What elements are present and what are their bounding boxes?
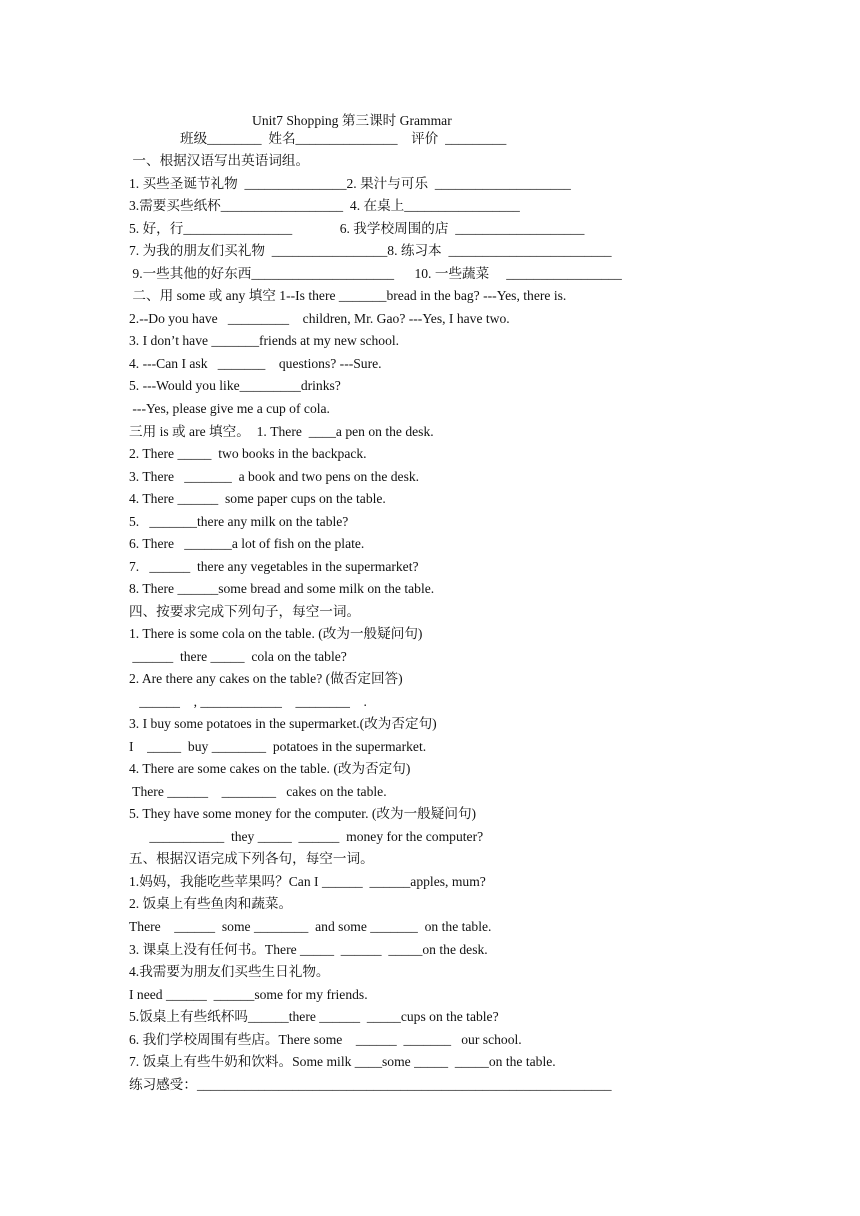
exercise-line: 1. There is some cola on the table. (改为一般疑问句) (129, 626, 423, 641)
exercise-line: 2. There _____ two books in the backpack. (129, 446, 367, 461)
worksheet-title: Unit7 Shopping 第三课时 Grammar (252, 113, 452, 128)
exercise-line: 2. 饭桌上有些鱼肉和蔬菜。 (129, 896, 293, 911)
exercise-line: 3. I buy some potatoes in the supermarket.(改为否定句) (129, 716, 437, 731)
exercise-line: There ______ some ________ and some _______ on the table. (129, 919, 492, 934)
exercise-line: ______ there _____ cola on the table? (129, 649, 347, 664)
section-2-heading: 二、用 some 或 any 填空 1--Is there _______bread in the bag? ---Yes, there is. (129, 288, 567, 303)
exercise-line: 5. 好，行________________ 6. 我学校周围的店 ___________________ (129, 221, 585, 236)
section-4-heading: 四、按要求完成下列句子，每空一词。 (129, 604, 361, 619)
exercise-line: 4.我需要为朋友们买些生日礼物。 (129, 964, 330, 979)
exercise-line: I _____ buy ________ potatoes in the supermarket. (129, 739, 427, 754)
exercise-line: ---Yes, please give me a cup of cola. (129, 401, 330, 416)
exercise-line: 7. 饭桌上有些牛奶和饮料。Some milk ____some _____ _____on the table. (129, 1054, 556, 1069)
section-1-heading: 一、根据汉语写出英语词组。 (129, 153, 310, 168)
exercise-line: 9.一些其他的好东西_____________________ 10. 一些蔬菜 _________________ (129, 266, 622, 281)
exercise-line: 6. 我们学校周围有些店。There some ______ _______ our school. (129, 1032, 522, 1047)
practice-reflection-line: 练习感受：_____________________________________________________________ (129, 1077, 612, 1092)
exercise-line: 4. ---Can I ask _______ questions? ---Sure. (129, 356, 382, 371)
exercise-line: I need ______ ______some for my friends. (129, 987, 368, 1002)
exercise-line: 2.--Do you have _________ children, Mr. Gao? ---Yes, I have two. (129, 311, 510, 326)
exercise-line: 6. There _______a lot of fish on the plate. (129, 536, 365, 551)
exercise-line: 5. ---Would you like_________drinks? (129, 378, 341, 393)
exercise-line: 4. There ______ some paper cups on the table. (129, 491, 386, 506)
exercise-line: 3. 课桌上没有任何书。There _____ ______ _____on the desk. (129, 942, 488, 957)
section-3-heading: 三用 is 或 are 填空。 1. There ____a pen on the desk. (129, 424, 434, 439)
exercise-line: 2. Are there any cakes on the table? (做否定回答) (129, 671, 403, 686)
exercise-line: 4. There are some cakes on the table. (改为否定句) (129, 761, 411, 776)
exercise-line: 8. There ______some bread and some milk on the table. (129, 581, 435, 596)
exercise-line: 1. 买些圣诞节礼物 _______________2. 果汁与可乐 ____________________ (129, 176, 571, 191)
exercise-line: 7. 为我的朋友们买礼物 _________________8. 练习本 ________________________ (129, 243, 612, 258)
exercise-line: ___________ they _____ ______ money for the computer? (129, 829, 484, 844)
exercise-line: 3. There _______ a book and two pens on the desk. (129, 469, 420, 484)
student-info-line: 班级________ 姓名_______________ 评价 _________ (180, 131, 507, 146)
exercise-line: 5.饭桌上有些纸杯吗______there ______ _____cups on the table? (129, 1009, 499, 1024)
exercise-line: 7. ______ there any vegetables in the supermarket? (129, 559, 419, 574)
exercise-line: ______ , ____________ ________ . (129, 694, 367, 709)
exercise-line: 1.妈妈，我能吃些苹果吗？Can I ______ ______apples, mum? (129, 874, 486, 889)
exercise-line: 5. They have some money for the computer. (改为一般疑问句) (129, 806, 477, 821)
exercise-line: 3. I don’t have _______friends at my new school. (129, 333, 400, 348)
exercise-line: 3.需要买些纸杯__________________ 4. 在桌上_________________ (129, 198, 520, 213)
section-5-heading: 五、根据汉语完成下列各句，每空一词。 (129, 851, 374, 866)
exercise-line: 5. _______there any milk on the table? (129, 514, 349, 529)
exercise-line: There ______ ________ cakes on the table. (129, 784, 387, 799)
